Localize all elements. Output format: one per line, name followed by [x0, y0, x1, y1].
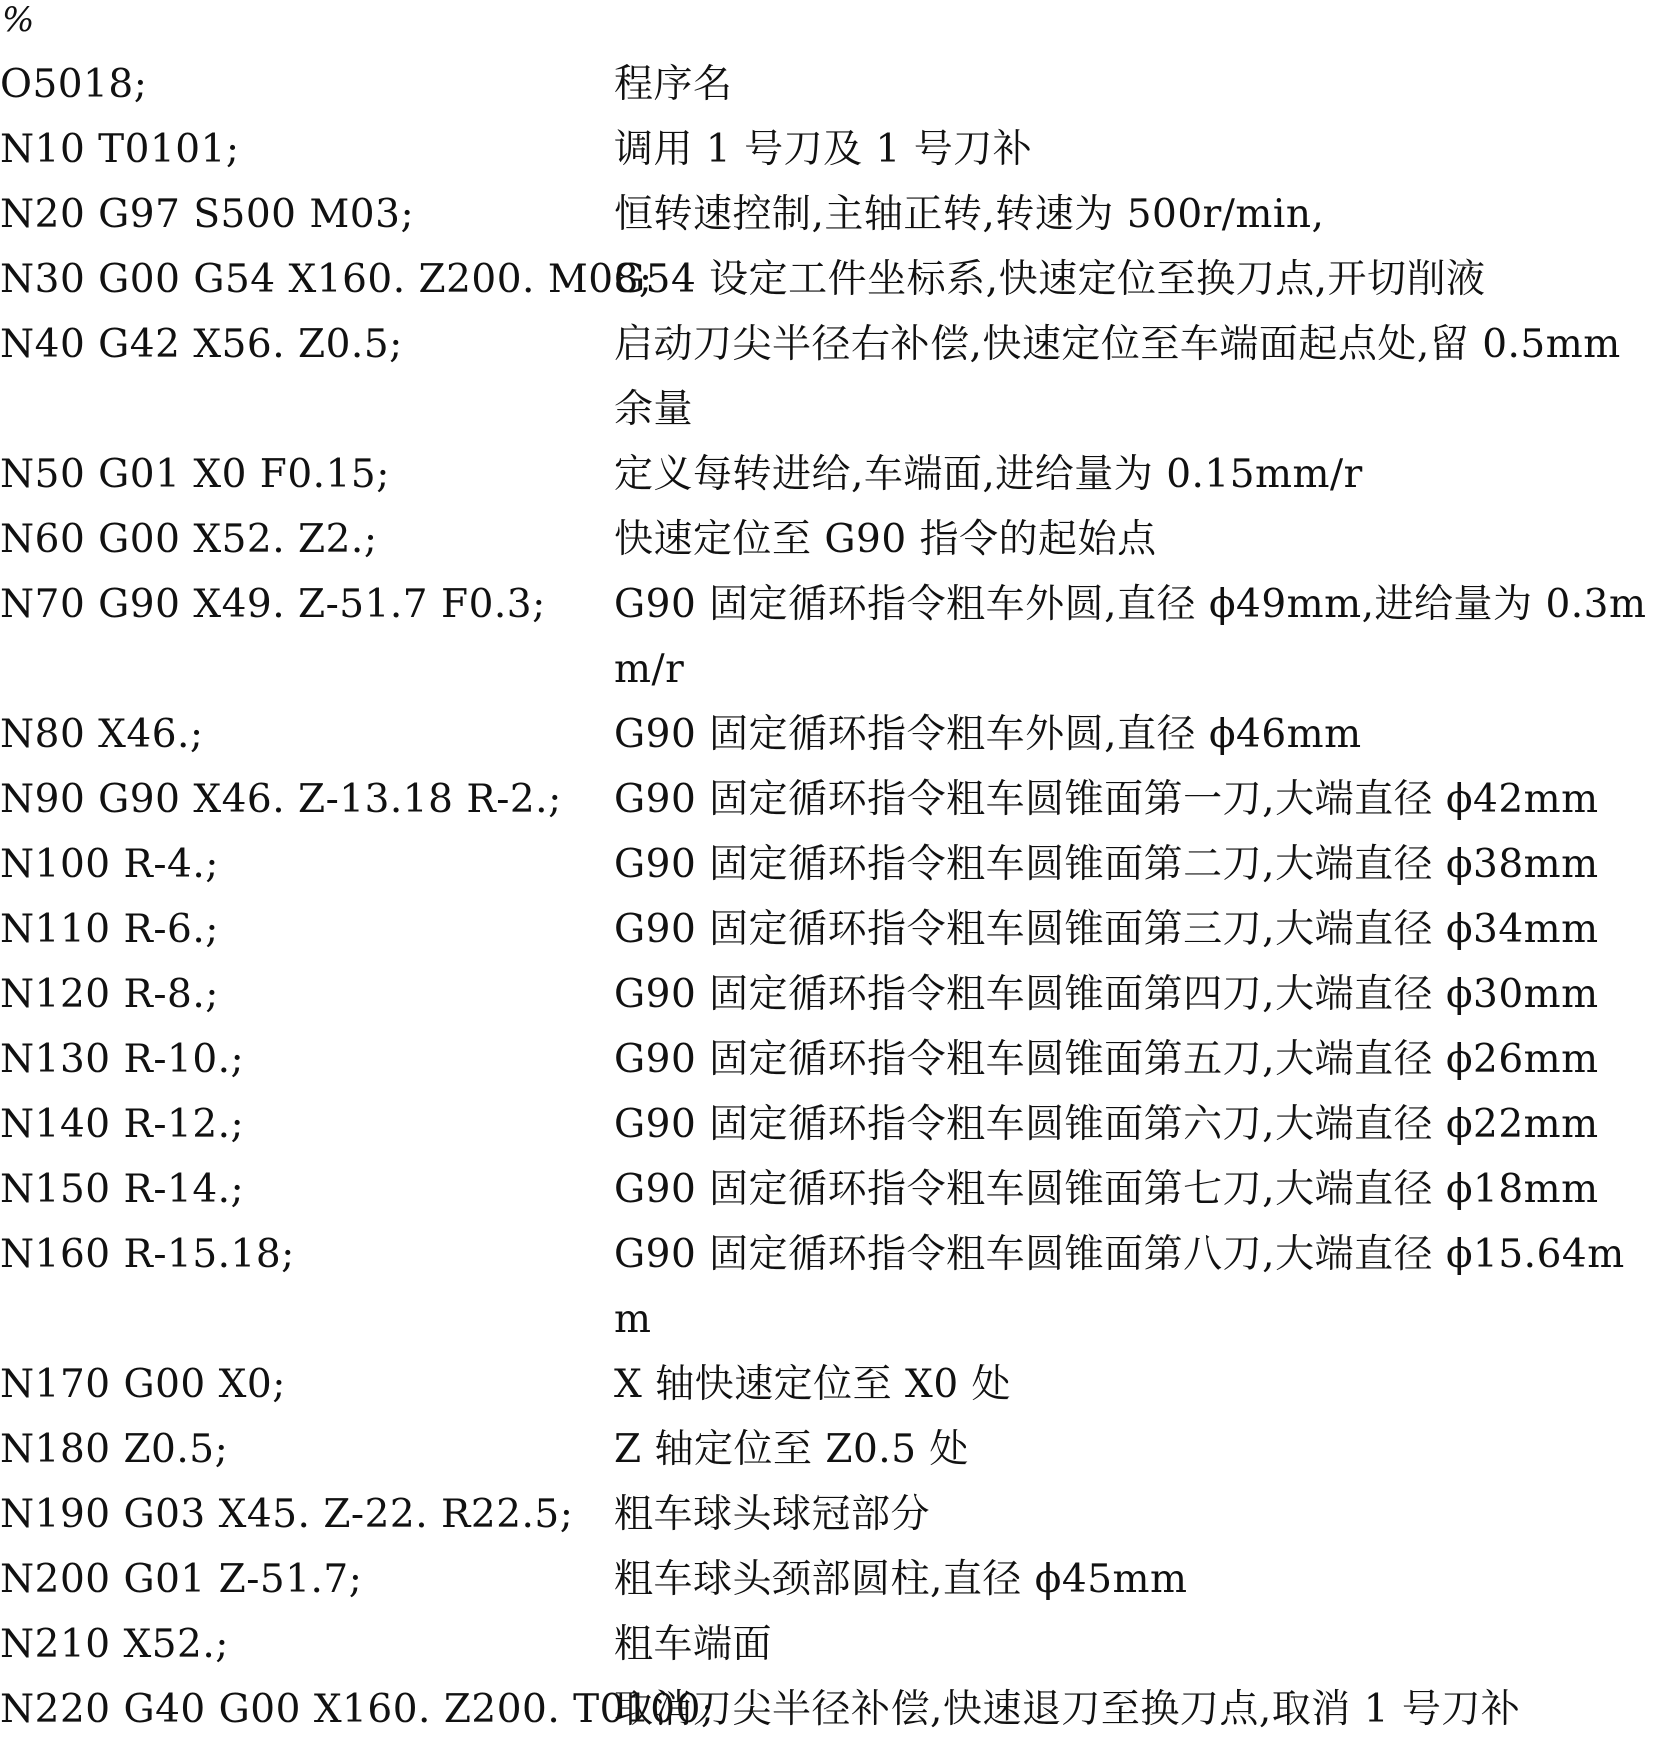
program-line — [0, 767, 1654, 832]
code-text: N150 R-14.; — [0, 1167, 245, 1212]
code-text: N40 G42 X56. Z0.5; — [0, 322, 403, 367]
comment-text: 程序名 — [614, 62, 733, 107]
program-line — [0, 442, 1654, 507]
comment-text: G90 固定循环指令粗车圆锥面第五刀,大端直径 ϕ26mm — [614, 1037, 1599, 1082]
code-text: N200 G01 Z-51.7; — [0, 1557, 363, 1602]
comment-text: G54 设定工件坐标系,快速定位至换刀点,开切削液 — [614, 257, 1486, 302]
program-line — [0, 52, 1654, 117]
comment-text: G90 固定循环指令粗车圆锥面第七刀,大端直径 ϕ18mm — [614, 1167, 1599, 1212]
program-line — [0, 1222, 1654, 1352]
comment-text: 启动刀尖半径右补偿,快速定位至车端面起点处,留 0.5mm 余量 — [614, 322, 1621, 432]
comment-text: X 轴快速定位至 X0 处 — [614, 1362, 1012, 1407]
program-line — [0, 572, 1654, 702]
code-text: N120 R-8.; — [0, 972, 219, 1017]
code-text: N80 X46.; — [0, 712, 204, 757]
comment-text: G90 固定循环指令粗车圆锥面第二刀,大端直径 ϕ38mm — [614, 842, 1599, 887]
code-text: N210 X52.; — [0, 1622, 229, 1667]
code-text: N190 G03 X45. Z-22. R22.5; — [0, 1492, 574, 1537]
program-line — [0, 182, 1654, 247]
program-line — [0, 962, 1654, 1027]
program-line — [0, 1092, 1654, 1157]
code-text: N140 R-12.; — [0, 1102, 245, 1147]
program-line — [0, 832, 1654, 897]
program-line — [0, 1157, 1654, 1222]
code-text: N10 T0101; — [0, 127, 240, 172]
code-text: N100 R-4.; — [0, 842, 219, 887]
comment-text: G90 固定循环指令粗车圆锥面第四刀,大端直径 ϕ30mm — [614, 972, 1599, 1017]
code-text: N70 G90 X49. Z-51.7 F0.3; — [0, 582, 546, 627]
comment-text: 恒转速控制,主轴正转,转速为 500r/min, — [614, 192, 1325, 237]
comment-text: G90 固定循环指令粗车圆锥面第八刀,大端直径 ϕ15.64mm — [614, 1232, 1625, 1342]
code-text: O5018; — [0, 62, 148, 107]
program-line — [0, 897, 1654, 962]
comment-text: G90 固定循环指令粗车圆锥面第三刀,大端直径 ϕ34mm — [614, 907, 1599, 952]
code-text: N30 G00 G54 X160. Z200. M08; — [0, 257, 653, 302]
code-text: N90 G90 X46. Z-13.18 R-2.; — [0, 777, 562, 822]
comment-text: Z 轴定位至 Z0.5 处 — [614, 1427, 969, 1472]
code-text: N160 R-15.18; — [0, 1232, 295, 1277]
program-line — [0, 702, 1654, 767]
comment-text: G90 固定循环指令粗车圆锥面第六刀,大端直径 ϕ22mm — [614, 1102, 1599, 1147]
code-text: N110 R-6.; — [0, 907, 219, 952]
code-text: N20 G97 S500 M03; — [0, 192, 415, 237]
comment-text: 定义每转进给,车端面,进给量为 0.15mm/r — [614, 452, 1363, 497]
code-text: N50 G01 X0 F0.15; — [0, 452, 390, 497]
comment-text: G90 固定循环指令粗车外圆,直径 ϕ46mm — [614, 712, 1362, 757]
program-line — [0, 247, 1654, 312]
program-line — [0, 117, 1654, 182]
program-listing — [0, 52, 1654, 1742]
program-line — [0, 1547, 1654, 1612]
code-text: N60 G00 X52. Z2.; — [0, 517, 378, 562]
comment-text: 调用 1 号刀及 1 号刀补 — [614, 127, 1033, 172]
code-text: N170 G00 X0; — [0, 1362, 286, 1407]
program-line — [0, 1352, 1654, 1417]
program-line — [0, 1027, 1654, 1092]
comment-text: G90 固定循环指令粗车圆锥面第一刀,大端直径 ϕ42mm — [614, 777, 1599, 822]
program-line — [0, 312, 1654, 442]
comment-text: 快速定位至 G90 指令的起始点 — [614, 517, 1157, 562]
comment-text: 粗车球头颈部圆柱,直径 ϕ45mm — [614, 1557, 1188, 1602]
code-text: N130 R-10.; — [0, 1037, 245, 1082]
comment-text: 粗车端面 — [614, 1622, 773, 1667]
comment-text: 取消刀尖半径补偿,快速退刀至换刀点,取消 1 号刀补 — [614, 1687, 1521, 1732]
percent-sign: % — [2, 0, 35, 40]
comment-text: G90 固定循环指令粗车外圆,直径 ϕ49mm,进给量为 0.3mm/r — [614, 582, 1647, 692]
comment-text: 粗车球头球冠部分 — [614, 1492, 931, 1537]
program-line — [0, 1677, 1654, 1742]
code-text: N180 Z0.5; — [0, 1427, 229, 1472]
program-line — [0, 1482, 1654, 1547]
program-line — [0, 1417, 1654, 1482]
code-text: N220 G40 G00 X160. Z200. T0100; — [0, 1687, 715, 1732]
program-line — [0, 507, 1654, 572]
program-line — [0, 1612, 1654, 1677]
